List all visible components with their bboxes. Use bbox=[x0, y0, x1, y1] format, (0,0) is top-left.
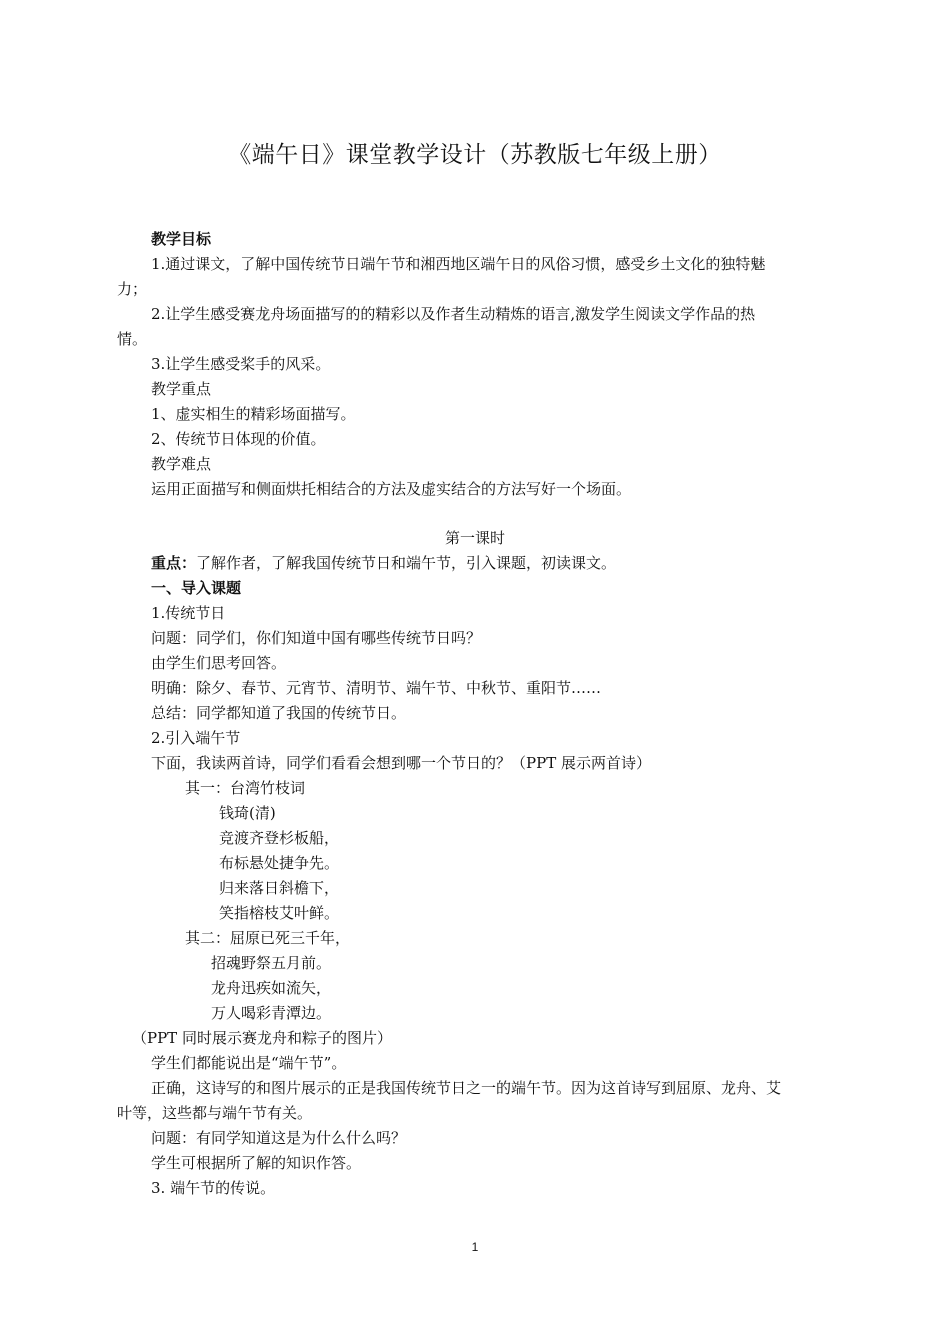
goal-3: 3.让学生感受桨手的风采。 bbox=[151, 355, 331, 373]
poem-2-line-1: 其二：屈原已死三千年， bbox=[185, 929, 351, 947]
poem-1-author: 钱琦(清) bbox=[219, 804, 276, 822]
goal-1-line-2: 力； bbox=[117, 280, 148, 298]
document-title: 《端午日》课堂教学设计（苏教版七年级上册） bbox=[228, 142, 722, 168]
student-answer-3: 学生可根据所了解的知识作答。 bbox=[151, 1154, 362, 1172]
poem-1-title: 其一：台湾竹枝词 bbox=[185, 779, 306, 797]
explanation-line-2: 叶等，这些都与端午节有关。 bbox=[117, 1104, 313, 1122]
poem-2-line-2: 招魂野祭五月前。 bbox=[211, 954, 332, 972]
lesson-heading: 第一课时 bbox=[444, 529, 505, 547]
summary-1: 总结：同学都知道了我国的传统节日。 bbox=[151, 704, 407, 722]
question-1: 问题：同学们，你们知道中国有哪些传统节日吗？ bbox=[151, 629, 482, 647]
lesson-focus-label: 重点： bbox=[151, 554, 197, 572]
key-point-2: 2、传统节日体现的价值。 bbox=[151, 430, 326, 448]
clarification-1: 明确：除夕、春节、元宵节、清明节、端午节、中秋节、重阳节…… bbox=[151, 679, 602, 697]
student-answer-1: 由学生们思考回答。 bbox=[151, 654, 287, 672]
poem-2-line-3: 龙舟迅疾如流矢， bbox=[211, 979, 332, 997]
goal-2-line-1: 2.让学生感受赛龙舟场面描写的的精彩以及作者生动精炼的语言,激发学生阅读文学作品的热 bbox=[151, 305, 756, 323]
lesson-focus bbox=[151, 553, 616, 573]
poem-1-line-4: 笑指榕枝艾叶鲜。 bbox=[219, 904, 340, 922]
student-answer-2: 学生们都能说出是“端午节”。 bbox=[151, 1054, 347, 1072]
heading-teaching-goals: 教学目标 bbox=[151, 230, 212, 248]
section-heading-intro: 一、导入课题 bbox=[151, 579, 242, 597]
heading-key-points: 教学重点 bbox=[151, 380, 212, 398]
page-number: 1 bbox=[471, 1240, 479, 1254]
poem-intro-line: 下面，我读两首诗，同学们看看会想到哪一个节日的？（PPT 展示两首诗） bbox=[151, 754, 651, 772]
poem-2-line-4: 万人喝彩青潭边。 bbox=[211, 1004, 332, 1022]
subheading-legend: 3. 端午节的传说。 bbox=[151, 1179, 276, 1197]
difficulty-1: 运用正面描写和侧面烘托相结合的方法及虚实结合的方法写好一个场面。 bbox=[151, 480, 632, 498]
lesson-focus-text: 了解作者，了解我国传统节日和端午节，引入课题，初读课文。 bbox=[196, 554, 617, 572]
subheading-introduce-festival: 2.引入端午节 bbox=[151, 729, 241, 747]
explanation-line-1: 正确，这诗写的和图片展示的正是我国传统节日之一的端午节。因为这首诗写到屈原、龙舟、艾 bbox=[151, 1079, 782, 1097]
heading-difficulties: 教学难点 bbox=[151, 455, 212, 473]
question-2: 问题：有同学知道这是为什么什么吗？ bbox=[151, 1129, 407, 1147]
ppt-note: （PPT 同时展示赛龙舟和粽子的图片） bbox=[132, 1029, 392, 1047]
poem-1-line-1: 竞渡齐登杉板船， bbox=[219, 829, 340, 847]
goal-1-line-1: 1.通过课文，了解中国传统节日端午节和湘西地区端午日的风俗习惯，感受乡土文化的独特魅 bbox=[151, 255, 766, 273]
poem-1-line-3: 归来落日斜檐下， bbox=[219, 879, 340, 897]
subheading-traditional-festivals: 1.传统节日 bbox=[151, 604, 226, 622]
key-point-1: 1、虚实相生的精彩场面描写。 bbox=[151, 405, 356, 423]
poem-1-line-2: 布标悬处捷争先。 bbox=[219, 854, 340, 872]
goal-2-line-2: 情。 bbox=[117, 330, 148, 348]
